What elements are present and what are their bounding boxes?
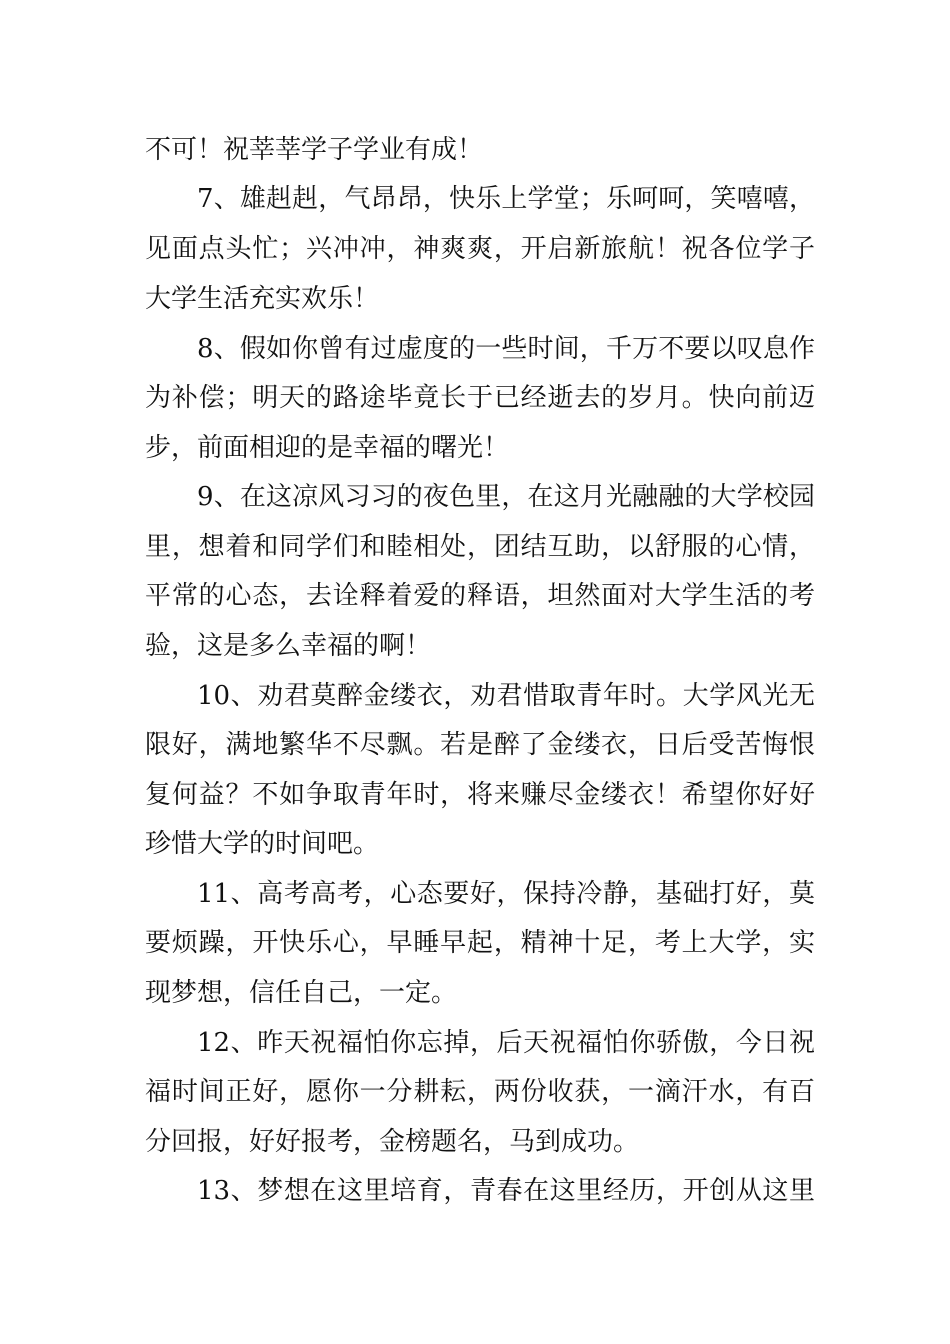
text-line: 里，想着和同学们和睦相处，团结互助，以舒服的心情，: [145, 532, 815, 562]
text-line: 为补偿；明天的路途毕竟长于已经逝去的岁月。快向前迈: [145, 383, 815, 413]
paragraph-13-line: 13、梦想在这里培育，青春在这里经历，开创从这里: [197, 1176, 815, 1206]
text-line: 步，前面相迎的是幸福的曙光！: [145, 433, 510, 463]
text-line: 限好，满地繁华不尽飘。若是醉了金缕衣，日后受苦悔恨: [145, 730, 815, 760]
text-line: 见面点头忙；兴冲冲，神爽爽，开启新旅航！祝各位学子: [145, 234, 815, 264]
paragraph-11-line: 11、高考高考，心态要好，保持冷静，基础打好，莫: [197, 879, 815, 909]
text-line: 复何益？不如争取青年时，将来赚尽金缕衣！希望你好好: [145, 780, 815, 810]
paragraph-7-line: 7、雄赳赳，气昂昂，快乐上学堂；乐呵呵，笑嘻嘻，: [197, 184, 815, 214]
paragraph-9-line: 9、在这凉风习习的夜色里，在这月光融融的大学校园: [197, 482, 815, 512]
paragraph-8-line: 8、假如你曾有过虚度的一些时间，千万不要以叹息作: [197, 334, 815, 364]
text-line: 验，这是多么幸福的啊！: [145, 631, 432, 661]
text-line: 平常的心态，去诠释着爱的释语，坦然面对大学生活的考: [145, 581, 815, 611]
text-line: 现梦想，信任自己，一定。: [145, 978, 458, 1008]
paragraph-10-line: 10、劝君莫醉金缕衣，劝君惜取青年时。大学风光无: [197, 681, 815, 711]
text-line: 分回报，好好报考，金榜题名，马到成功。: [145, 1127, 640, 1157]
paragraph-12-line: 12、昨天祝福怕你忘掉，后天祝福怕你骄傲，今日祝: [197, 1028, 815, 1058]
text-line: 大学生活充实欢乐！: [145, 284, 380, 314]
text-line: 不可！祝莘莘学子学业有成！: [145, 135, 484, 165]
text-line: 福时间正好，愿你一分耕耘，两份收获，一滴汗水，有百: [145, 1077, 815, 1107]
text-line: 要烦躁，开快乐心，早睡早起，精神十足，考上大学，实: [145, 928, 815, 958]
text-line: 珍惜大学的时间吧。: [145, 829, 380, 859]
